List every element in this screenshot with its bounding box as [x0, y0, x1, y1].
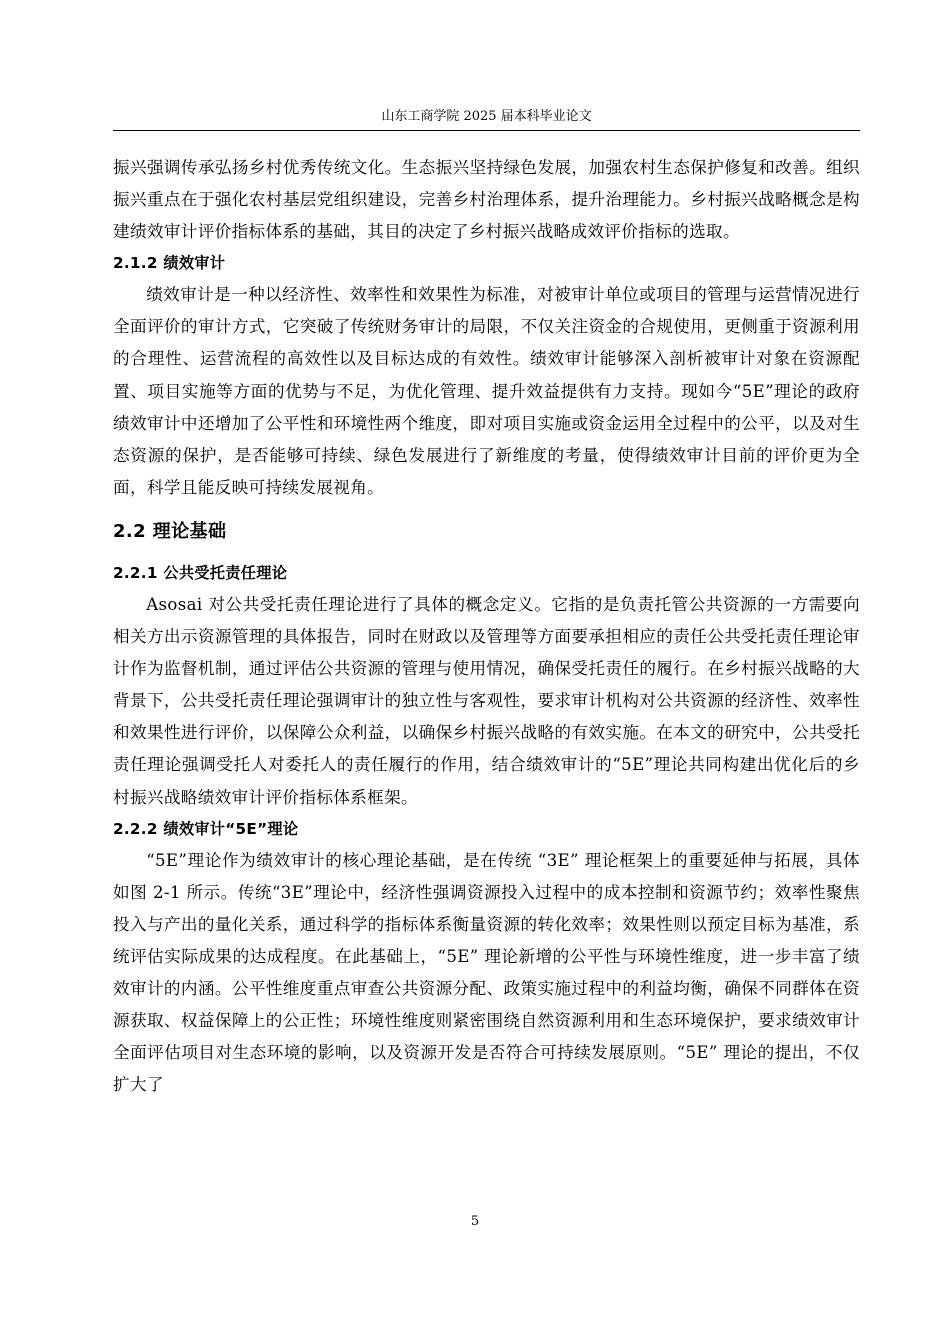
heading-2-1-2-performance-audit: 2.1.2 绩效审计	[113, 254, 226, 273]
document-body	[113, 152, 860, 1101]
page-header	[113, 106, 860, 131]
paragraph-performance-audit: 绩效审计是一种以经济性、效率性和效果性为标准，对被审计单位或项目的管理与运营情况进行全面评价的审计方式，它突破了传统财务审计的局限，不仅关注资金的合规使用，更侧重于资源利用的合理性、运营流程的高效性以及目标达成的有效性。绩效审计能够深入剖析被审计对象在资源配置、项目实施等方面的优势与不足，为优化管理、提升效益提供有力支持。现如今“5E”理论的政府绩效审计中还增加了公平性和环境性两个维度，即对项目实施或资金运用全过程中的公平，以及对生态资源的保护，是否能够可持续、绿色发展进行了新维度的考量，使得绩效审计目前的评价更为全面，科学且能反映可持续发展视角。	[113, 285, 860, 497]
page-number: 5	[470, 1214, 480, 1229]
paragraph-public-accountability: Asosai 对公共受托责任理论进行了具体的概念定义。它指的是负责托管公共资源的一方需要向相关方出示资源管理的具体报告，同时在财政以及管理等方面要承担相应的责任公共受托责任理论审计作为监督机制，通过评估公共资源的管理与使用情况，确保受托责任的履行。在乡村振兴战略的大背景下，公共受托责任理论强调审计的独立性与客观性，要求审计机构对公共资源的经济性、效率性和效果性进行评价，以保障公众利益，以确保乡村振兴战略的有效实施。在本文的研究中，公共受托责任理论强调受托人对委托人的责任履行的作用，结合绩效审计的“5E”理论共同构建出优化后的乡村振兴战略绩效审计评价指标体系框架。	[113, 594, 860, 807]
heading-2-2-2-5e-theory: 2.2.2 绩效审计“5E”理论	[113, 819, 299, 838]
paragraph-rural-revitalization-continued: 振兴强调传承弘扬乡村优秀传统文化。生态振兴坚持绿色发展，加强农村生态保护修复和改善。组织振兴重点在于强化农村基层党组织建设，完善乡村治理体系，提升治理能力。乡村振兴战略概念是构建绩效审计评价指标体系的基础，其目的决定了乡村振兴战略成效评价指标的选取。	[113, 158, 860, 242]
heading-2-2-1-public-accountability: 2.2.1 公共受托责任理论	[113, 563, 288, 582]
page-header-title: 山东工商学院 2025 届本科毕业论文	[381, 109, 592, 124]
heading-2-2-theoretical-basis: 2.2 理论基础	[113, 520, 227, 542]
paragraph-5e-theory: “5E”理论作为绩效审计的核心理论基础，是在传统 “3E” 理论框架上的重要延伸与拓展，具体如图 2-1 所示。传统“3E”理论中，经济性强调资源投入过程中的成本控制和资源节约；效率性聚焦投入与产出的量化关系，通过科学的指标体系衡量资源的转化效率；效果性则以预定目标为基准，系统评估实际成果的达成程度。在此基础上，“5E” 理论新增的公平性与环境性维度，进一步丰富了绩效审计的内涵。公平性维度重点审查公共资源分配、政策实施过程中的利益均衡，确保不同群体在资源获取、权益保障上的公正性；环境性维度则紧密围绕自然资源利用和生态环境保护，要求绩效审计全面评估项目对生态环境的影响，以及资源开发是否符合可持续发展原则。“5E” 理论的提出，不仅扩大了	[113, 850, 860, 1095]
